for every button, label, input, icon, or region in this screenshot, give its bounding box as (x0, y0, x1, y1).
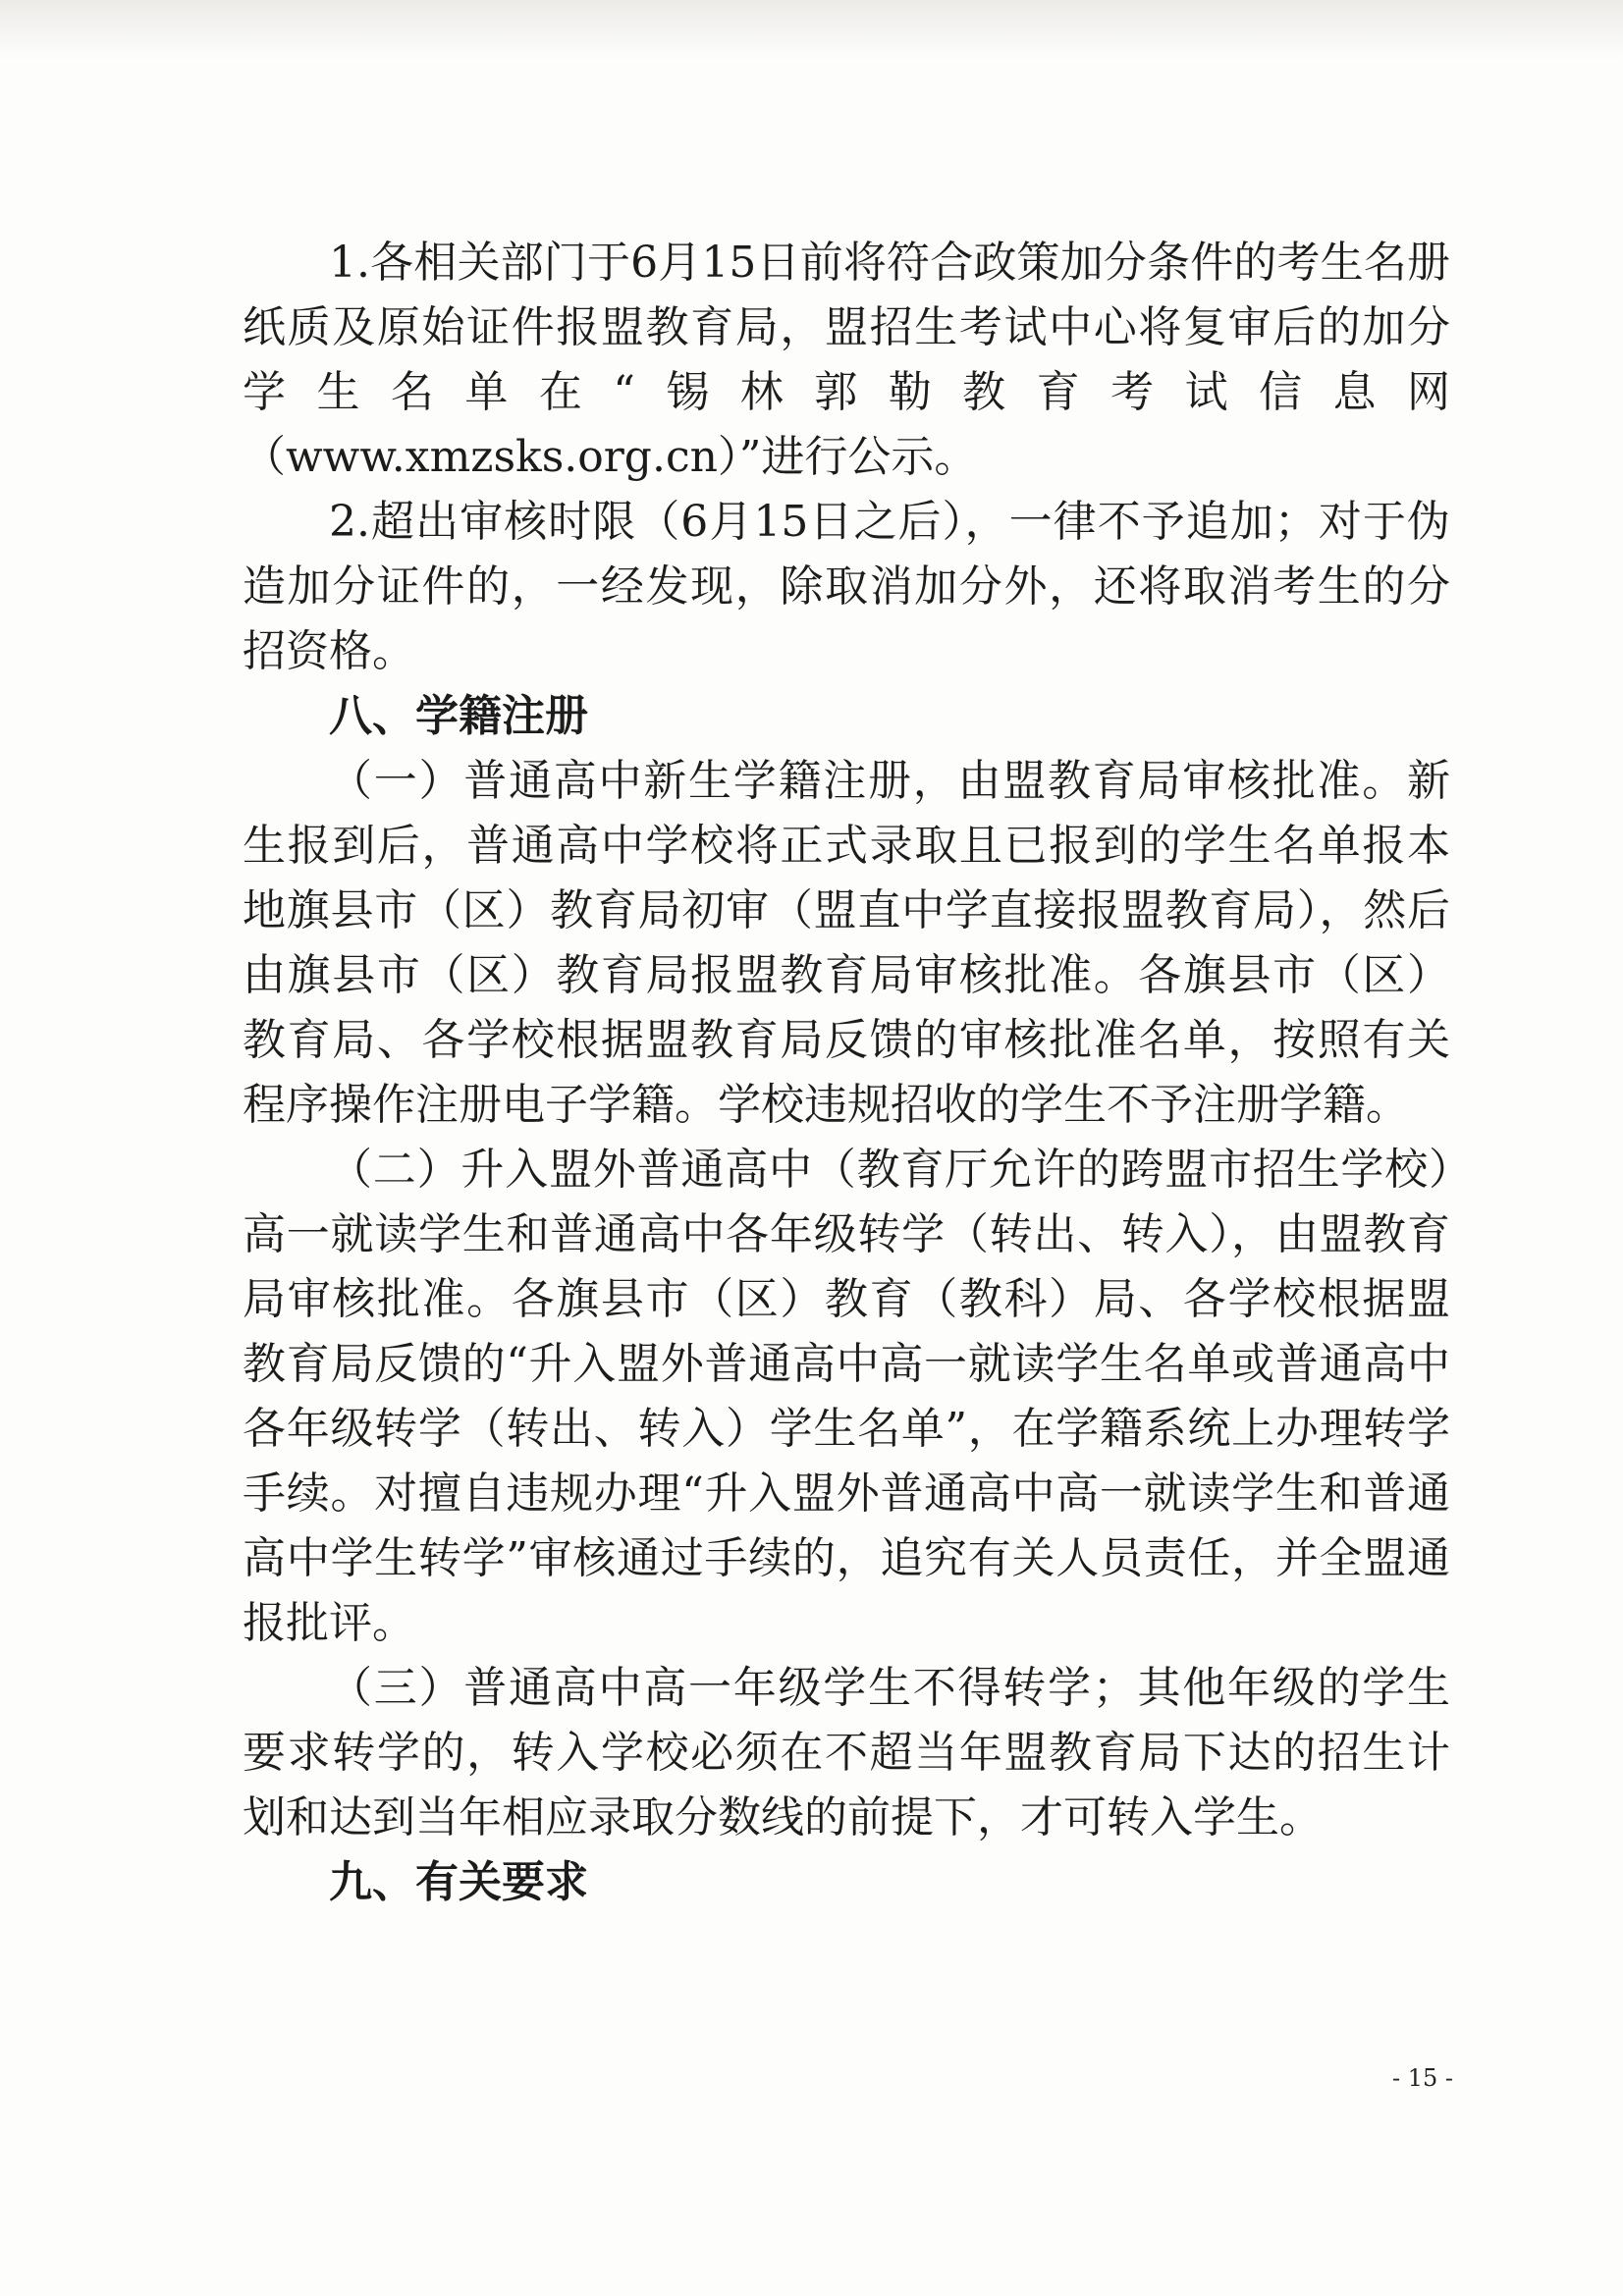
document-body (243, 231, 1450, 1915)
section-heading-9: 九、有关要求 (329, 1857, 588, 1907)
paragraph-4: （二）升入盟外普通高中（教育厅允许的跨盟市招生学校）高一就读学生和普通高中各年级转学（转出、转入），由盟教育局审核批准。各旗县市（区）教育（教科）局、各学校根据盟教育局反馈的“升入盟外普通高中高一就读学生名单或普通高中各年级转学（转出、转入）学生名单”，在学籍系统上办理转学手续。对擅自违规办理“升入盟外普通高中高一就读学生和普通高中学生转学”审核通过手续的，追究有关人员责任，并全盟通报批评。 (243, 1145, 1450, 1648)
paragraph-3: （一）普通高中新生学籍注册，由盟教育局审核批准。新生报到后，普通高中学校将正式录取且已报到的学生名单报本地旗县市（区）教育局初审（盟直中学直接报盟教育局），然后由旗县市（区）教育局报盟教育局审核批准。各旗县市（区）教育局、各学校根据盟教育局反馈的审核批准名单，按照有关程序操作注册电子学籍。学校违规招收的学生不予注册学籍。 (243, 756, 1450, 1130)
page-number: - 15 - (1391, 2064, 1453, 2092)
section-heading-8: 八、学籍注册 (329, 691, 588, 741)
scan-edge-shadow (0, 0, 1623, 59)
paragraph-1: 1.各相关部门于6月15日前将符合政策加分条件的考生名册纸质及原始证件报盟教育局，盟招生考试中心将复审后的加分学生名单在“锡林郭勒教育考试信息网（www.xmzsks.org.cn）”进行公示。 (243, 238, 1450, 482)
paragraph-5: （三）普通高中高一年级学生不得转学；其他年级的学生要求转学的，转入学校必须在不超当年盟教育局下达的招生计划和达到当年相应录取分数线的前提下，才可转入学生。 (243, 1663, 1450, 1842)
paragraph-2: 2.超出审核时限（6月15日之后），一律不予追加；对于伪造加分证件的，一经发现，除取消加分外，还将取消考生的分招资格。 (243, 497, 1450, 676)
